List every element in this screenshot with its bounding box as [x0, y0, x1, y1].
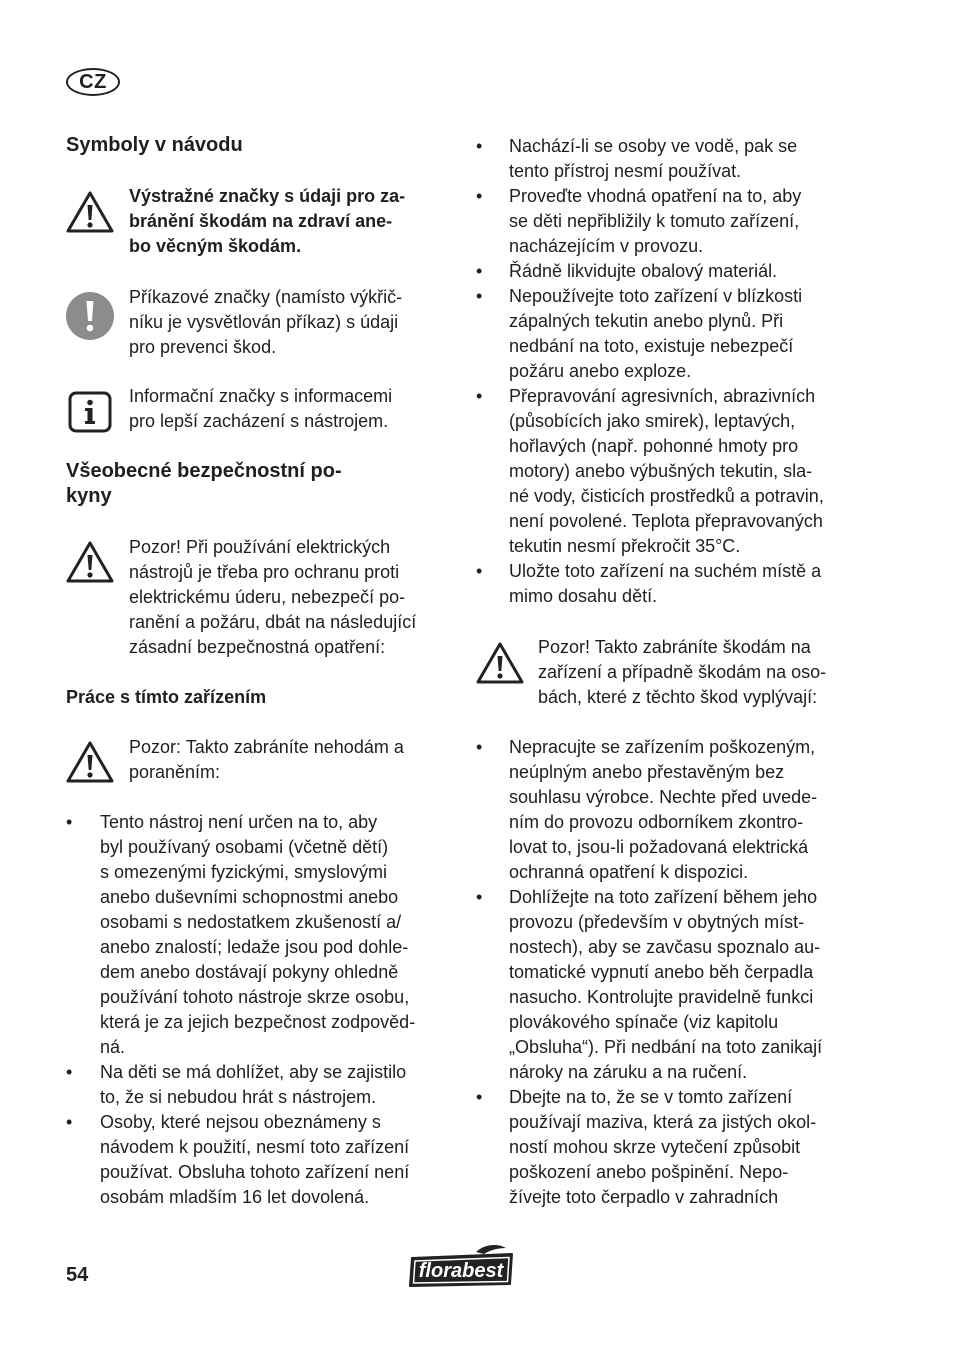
text-line: osobám mladším 16 let dovolená. [100, 1187, 370, 1207]
text-line: anebo znalostí; ledaže jsou pod dohle- [100, 937, 409, 957]
work-with-device-heading: Práce s tímto zařízením [66, 687, 267, 707]
warning-icon [476, 641, 524, 685]
text-line: se děti nepřibližily k tomuto zařízení, [509, 211, 800, 231]
text-line: ností mohou skrze vytečení způsobit [509, 1137, 801, 1157]
text-line: anebo duševními schopnostmi anebo [100, 887, 399, 907]
text-line: Proveďte vhodná opatření na to, aby [509, 186, 802, 206]
text-line: s omezenými fyzickými, smyslovými [100, 862, 388, 882]
bullet-marker: • [476, 261, 483, 281]
text-line: žívejte toto čerpadlo v zahradních [509, 1187, 779, 1207]
text-line: Nepracujte se zařízením poškozeným, [509, 737, 816, 757]
text-line: návodem k použití, nesmí toto zařízení [100, 1137, 410, 1157]
list-item [509, 259, 777, 284]
text-line: souhlasu výrobce. Nechte před uvede- [509, 787, 818, 807]
florabest-logo [406, 1244, 518, 1290]
info-icon [68, 391, 112, 433]
text-line: „Obsluha“). Při nedbání na toto zanikají [509, 1037, 823, 1057]
text-line: pro lepší zacházení s nástrojem. [129, 411, 389, 431]
text-line: Řádně likvidujte obalový materiál. [509, 261, 778, 281]
text-line: Přepravování agresivních, abrazivních [509, 386, 816, 406]
text-line: Pozor! Takto zabráníte škodám na [538, 637, 811, 657]
text-line: Osoby, které nejsou obeznámeny s [100, 1112, 381, 1132]
text-line: Na děti se má dohlížet, aby se zajistilo [100, 1062, 407, 1082]
warning-icon [66, 540, 114, 584]
text-line: elektrickému úderu, nebezpečí po- [129, 587, 406, 607]
exclamation-circle-icon [66, 292, 114, 340]
heading-line: kyny [66, 485, 112, 507]
text-line: poškození anebo pošpinění. Nepo- [509, 1162, 789, 1182]
text-line: nedbání na toto, existuje nebezpečí [509, 336, 794, 356]
text-line: používání tohoto nástroje skrze osobu, [100, 987, 410, 1007]
warning-icon [66, 740, 114, 784]
text-line: né vody, čisticích prostředků a potravin, [509, 486, 824, 506]
text-line: zařízení a případně škodám na oso- [538, 662, 827, 682]
electric-caution-text [129, 535, 416, 660]
text-line: pro prevenci škod. [129, 337, 277, 357]
text-line: byl používaný osobami (včetně dětí) [100, 837, 389, 857]
accident-caution-text [129, 735, 404, 785]
text-line: nástrojů je třeba pro ochranu proti [129, 562, 400, 582]
text-line: plovákového spínače (viz kapitolu [509, 1012, 779, 1032]
text-line: která je za jejich bezpečnost zodpověd- [100, 1012, 416, 1032]
text-line: používají maziva, která za jistých okol- [509, 1112, 817, 1132]
bullet-marker: • [66, 812, 73, 832]
damage-caution-text [538, 635, 826, 710]
text-line: požáru anebo exploze. [509, 361, 692, 381]
text-line: poraněním: [129, 762, 221, 782]
bullet-marker: • [476, 737, 483, 757]
text-line: zápalných tekutin anebo plynů. Při [509, 311, 784, 331]
text-line: Uložte toto zařízení na suchém místě a [509, 561, 822, 581]
text-line: mimo dosahu dětí. [509, 586, 658, 606]
text-line: lovat to, jsou-li požadovaná elektrická [509, 837, 809, 857]
bullet-marker: • [476, 136, 483, 156]
text-line: motory) anebo výbušných tekutin, sla- [509, 461, 813, 481]
text-line: nároky na záruku a na ručení. [509, 1062, 748, 1082]
text-line: Pozor! Při používání elektrických [129, 537, 391, 557]
heading-line: Všeobecné bezpečnostní po- [66, 460, 342, 482]
text-line: to, že si nebudou hrát s nástrojem. [100, 1087, 377, 1107]
text-line: zásadní bezpečnostná opatření: [129, 637, 386, 657]
text-line: Nachází-li se osoby ve vodě, pak se [509, 136, 798, 156]
text-line: Tento nástroj není určen na to, aby [100, 812, 378, 832]
text-line: níku je vysvětlován příkaz) s údaji [129, 312, 399, 332]
text-line: dem anebo dostávají pokyny ohledně [100, 962, 399, 982]
info-sign-description [129, 384, 392, 434]
text-line: Dohlížejte na toto zařízení během jeho [509, 887, 818, 907]
brand-name: florabest [418, 1260, 504, 1282]
warning-sign-description [129, 184, 405, 259]
text-line: bo věcným škodám. [129, 236, 302, 256]
symbols-heading: Symboly v návodu [66, 134, 243, 156]
text-line: Informační značky s informacemi [129, 386, 393, 406]
bullet-marker: • [476, 386, 483, 406]
list-item [509, 1085, 816, 1210]
bullet-marker: • [476, 286, 483, 306]
page-number: 54 [66, 1264, 89, 1286]
list-item [509, 384, 824, 559]
list-item [509, 559, 821, 609]
command-sign-description [129, 285, 402, 360]
text-line: bách, které z těchto škod vyplývají: [538, 687, 818, 707]
language-badge: CZ [66, 68, 120, 96]
text-line: neúplným anebo přestavěným bez [509, 762, 785, 782]
list-item [100, 1060, 406, 1110]
bullet-marker: • [476, 186, 483, 206]
text-line: hořlavých (např. pohonné hmoty pro [509, 436, 799, 456]
bullet-marker: • [476, 1087, 483, 1107]
text-line: Dbejte na to, že se v tomto zařízení [509, 1087, 793, 1107]
text-line: ná. [100, 1037, 126, 1057]
list-item [100, 1110, 409, 1210]
text-line: ochranná opatření k dispozici. [509, 862, 749, 882]
text-line: používat. Obsluha tohoto zařízení není [100, 1162, 410, 1182]
list-item [509, 885, 822, 1085]
text-line: tekutin nesmí překročit 35°C. [509, 536, 741, 556]
list-item [509, 735, 817, 885]
text-line: nasucho. Kontrolujte pravidelně funkci [509, 987, 814, 1007]
list-item [509, 284, 802, 384]
text-line: tomatické vypnutí anebo běh čerpadla [509, 962, 814, 982]
text-line: ním do provozu odborníkem zkontro- [509, 812, 804, 832]
list-item [100, 810, 415, 1060]
general-safety-heading [66, 459, 342, 509]
text-line: Pozor: Takto zabráníte nehodám a [129, 737, 404, 757]
text-line: tento přístroj nesmí používat. [509, 161, 742, 181]
bullet-marker: • [476, 887, 483, 907]
text-line: ranění a požáru, dbát na následující [129, 612, 417, 632]
text-line: provozu (především v obytných míst- [509, 912, 805, 932]
text-line: Příkazové značky (namísto výkřič- [129, 287, 403, 307]
text-line: bránění škodám na zdraví ane- [129, 211, 393, 231]
bullet-marker: • [66, 1062, 73, 1082]
list-item [509, 184, 801, 259]
list-item [509, 134, 797, 184]
text-line: nostech), aby se zavčasu spoznalo au- [509, 937, 821, 957]
warning-icon [66, 190, 114, 234]
text-line: nacházejícím v provozu. [509, 236, 704, 256]
text-line: Nepoužívejte toto zařízení v blízkosti [509, 286, 803, 306]
text-line: osobami s nedostatkem zkušeností a/ [100, 912, 402, 932]
text-line: (působících jako smirek), leptavých, [509, 411, 796, 431]
bullet-marker: • [66, 1112, 73, 1132]
text-line: není povolené. Teplota přepravovaných [509, 511, 823, 531]
bullet-marker: • [476, 561, 483, 581]
text-line: Výstražné značky s údaji pro za- [129, 186, 406, 206]
